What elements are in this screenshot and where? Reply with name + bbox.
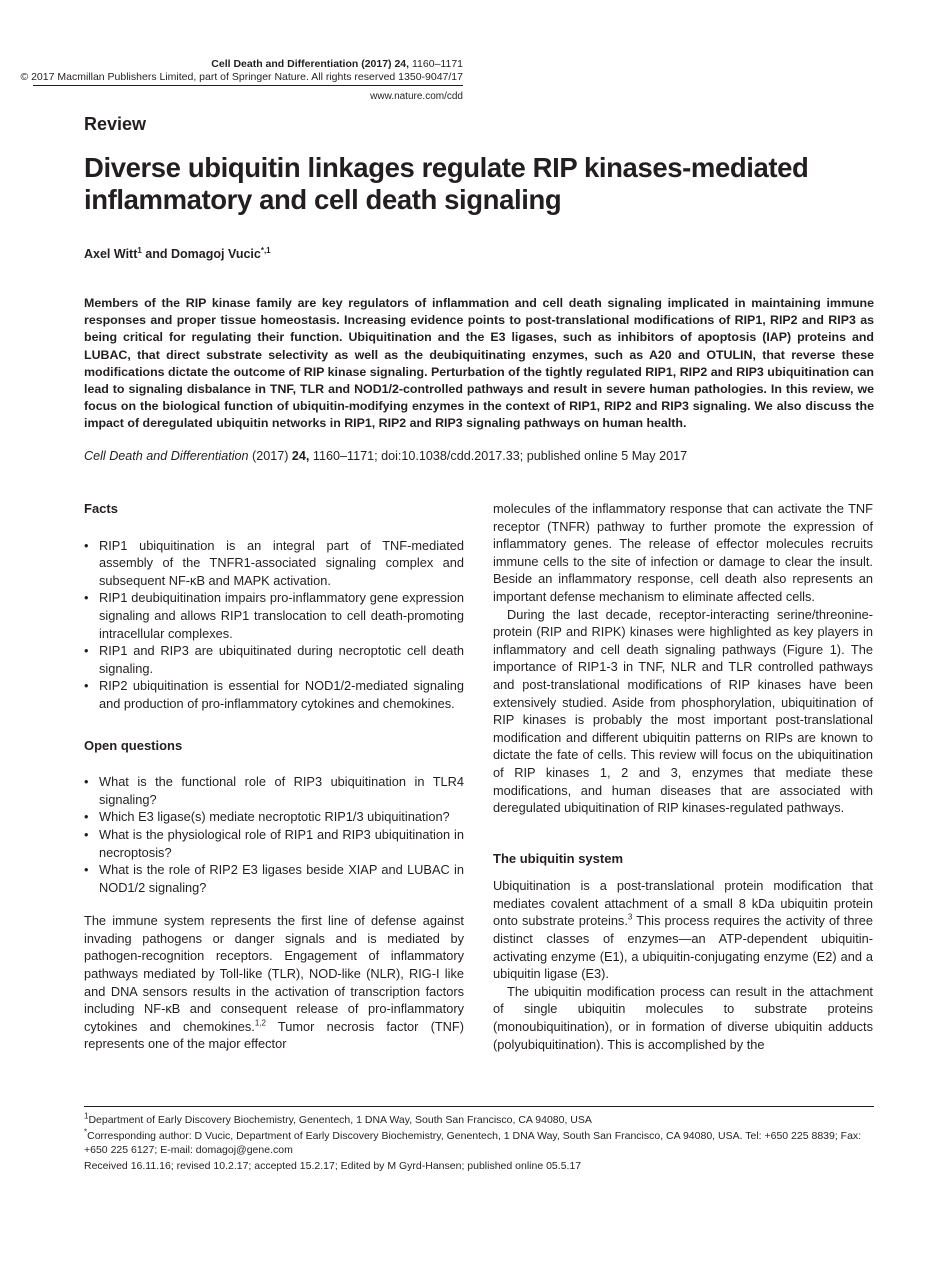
citation-details: 1160–1171; doi:10.1038/cdd.2017.33; published online 5 May 2017 [309,449,688,463]
journal-header [211,58,463,71]
list-item [84,537,464,590]
copyright-line: © 2017 Macmillan Publishers Limited, part of Springer Nature. All rights reserved 1350-9047/17 [20,71,463,83]
question-text: What is the role of RIP2 E3 ligases beside XIAP and LUBAC in NOD1/2 signaling? [99,862,464,895]
citation-journal: Cell Death and Differentiation [84,449,249,463]
bullet-icon: • [84,643,89,659]
affiliation-mark: 1 [84,1111,89,1121]
body-paragraph: During the last decade, receptor-interacting serine/threonine-protein (RIP and RIPK) kinases were highlighted as key players in inflammatory and cell death signaling pathways (Figure 1). The importance of RIP1-3 in TNF, NLR and TLR controlled pathways and post-translational modifications of RIP kinases have been extensively studied. Aside from phosphorylation, ubiquitination of RIP kinases is probably the most important post-translational modification and different ubiquitin patterns on RIPs are known to dictate the fate of cells. This review will focus on the ubiquitination of RIP kinases 1, 2 and 3, enzymes that mediate these modifications, and human diseases that are associated with deregulated ubiquitination of RIP kinases-regulated pathways. [493,606,873,816]
left-column [84,500,464,1053]
journal-pages: 1160–1171 [412,58,463,70]
ubiquitin-system-heading: The ubiquitin system [493,850,624,866]
intro-text-continued: Tumor necrosis factor (TNF) represents one of the major effector [84,1018,464,1052]
list-item [84,677,464,712]
article-type: Review [84,114,147,134]
reference-mark[interactable]: 1,2 [254,1018,266,1028]
bullet-icon: • [84,678,89,694]
article-title: Diverse ubiquitin linkages regulate RIP kinases-mediated inflammatory and cell death signaling [84,152,809,215]
facts-list [84,537,464,713]
author-connector: and [141,247,171,261]
abstract: Members of the RIP kinase family are key regulators of inflammation and cell death signaling implicated in maintaining immune responses and proper tissue homeostasis. Increasing evidence points to post-translational modifications of RIP1, RIP2 and RIP3 as being critical for regulating their function. Ubiquitination and the E3 ligases, such as inhibitors of apoptosis (IAP) proteins and LUBAC, that direct substrate selectivity as well as the deubiquitinating enzymes, such as A20 and OTULIN, that reverse these modifications dictate the outcome of RIP kinase signaling. Perturbation of the tightly regulated RIP1, RIP2 and RIP3 ubiquitination can lead to signaling disbalance in TNF, TLR and NOD1/2-controlled pathways and result in severe human pathologies. In this review, we focus on the biological function of ubiquitin-modifying enzymes in the context of RIP1, RIP2 and RIP3 signaling. We also discuss the impact of deregulated ubiquitin networks in RIP1, RIP2 and RIP3 signaling pathways on human health. [84,296,874,431]
question-text: What is the physiological role of RIP1 and RIP3 ubiquitination in necroptosis? [99,826,464,860]
affiliation-text: Department of Early Discovery Biochemistry, Genentech, 1 DNA Way, South San Francisco, CA 94080, USA [88,1114,592,1126]
fact-text: RIP1 ubiquitination is an integral part of TNF-mediated assembly of the TNFR1-associated signaling complex and subsequent NF-κB and MAPK activation. [99,537,464,588]
bullet-icon: • [84,862,89,878]
journal-name: Cell Death and Differentiation (2017) 24, [211,58,410,70]
citation-line [84,448,874,465]
bullet-icon: • [84,774,89,790]
journal-url[interactable]: www.nature.com/cdd [370,91,463,102]
intro-paragraph [84,912,464,1053]
intro-text: The immune system represents the first line of defense against invading pathogens or danger signals and is mediated by pathogen-recognition receptors. Engagement of inflammatory pathways mediated by Toll-like (TLR), NOD-like (NLR), RIG-I like and DNA sensors results in the activation of transcription factors including NF-κB and consequent release of pro-inflammatory cytokines and chemokines. [84,913,464,1034]
body-text-continued: This process requires the activity of three distinct classes of enzymes—an ATP-dependent ubiquitin-activating enzyme (E1), a ubiquitin-conjugating enzyme (E2) and a ubiquitin ligase (E3). [493,913,873,982]
list-item [84,589,464,642]
list-item [84,808,464,826]
author-name: Domagoj Vucic [171,247,261,261]
list-item [84,642,464,677]
bullet-icon: • [84,590,89,606]
header-rule [33,85,463,86]
author-list [84,247,271,261]
bullet-icon: • [84,826,89,842]
reference-mark[interactable]: 3 [627,913,633,923]
body-paragraph: molecules of the inflammatory response that can activate the TNF receptor (TNFR) pathway to further promote the expression of inflammatory genes. The release of effector molecules recruits immune cells to the site of infection or damage to clear the insult. Beside an inflammatory response, cell death also represents an important defense mechanism to eliminate affected cells. [493,501,873,604]
corresponding-text: Corresponding author: D Vucic, Department of Early Discovery Biochemistry, Genentech, 1 DNA Way, South San Francisco, CA 94080, USA. Tel: +650 225 8839; Fax: +650 225 6127; E-mail: domagoj@gene.com [84,1130,862,1156]
affiliation-footnote [84,1113,884,1127]
body-text: Ubiquitination is a post-translational protein modification that mediates covalent attachment of a small 8 kDa ubiquitin protein onto substrate proteins. [493,878,873,929]
question-text: Which E3 ligase(s) mediate necroptotic RIP1/3 ubiquitination? [99,809,450,825]
list-item [84,773,464,808]
corresponding-footnote [84,1129,884,1157]
author-affiliation-mark: 1 [137,245,142,255]
facts-heading: Facts [84,501,118,516]
open-questions-list [84,773,464,896]
bullet-icon: • [84,537,89,553]
corresponding-mark: * [84,1127,88,1137]
body-paragraph: The ubiquitin modification process can result in the attachment of single ubiquitin molecules to substrate proteins (monoubiquitination), or in formation of diverse ubiquitin adducts (polyubiquitination). This is accomplished by the [493,983,873,1052]
author-name: Axel Witt [84,247,138,261]
open-questions-heading: Open questions [84,737,183,753]
received-footnote: Received 16.11.16; revised 10.2.17; accepted 15.2.17; Edited by M Gyrd-Hansen; published online 05.5.17 [84,1160,582,1172]
author-affiliation-mark: *,1 [260,245,271,255]
fact-text: RIP1 deubiquitination impairs pro-inflammatory gene expression signaling and allows RIP1 translocation to cell death-promoting intracellular complexes. [99,590,464,641]
fact-text: RIP1 and RIP3 are ubiquitinated during necroptotic cell death signaling. [99,643,464,676]
body-paragraph [493,877,873,983]
list-item [84,861,464,896]
question-text: What is the functional role of RIP3 ubiquitination in TLR4 signaling? [99,774,464,807]
fact-text: RIP2 ubiquitination is essential for NOD1/2-mediated signaling and production of pro-inflammatory cytokines and chemokines. [99,678,464,711]
citation-year: (2017) [248,449,292,463]
bullet-icon: • [84,809,89,825]
right-column [493,500,873,1053]
list-item [84,826,464,861]
footnote-rule [84,1106,874,1107]
citation-volume: 24, [291,449,310,463]
